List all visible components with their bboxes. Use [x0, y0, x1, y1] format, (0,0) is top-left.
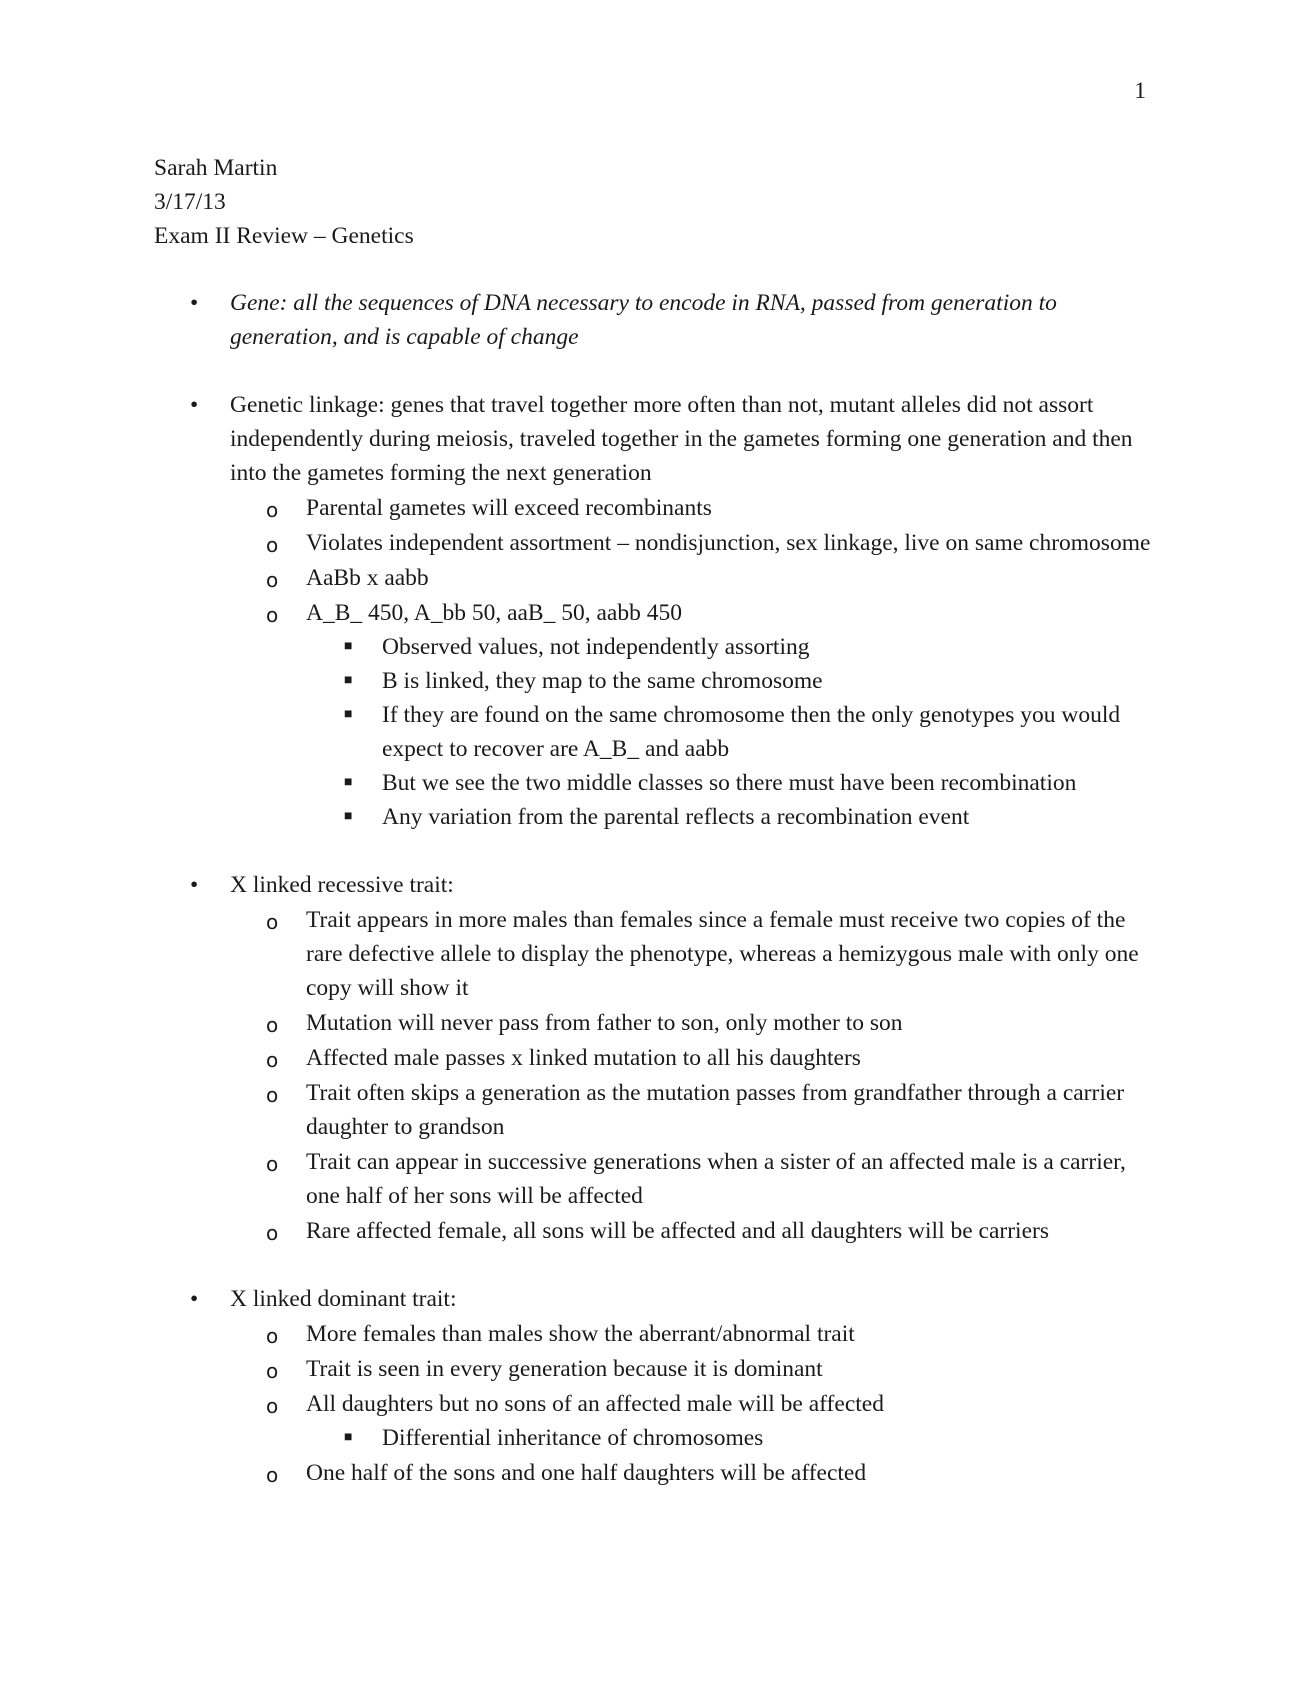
list-item-text: Violates independent assortment – nondisjunction, sex linkage, live on same chromosome — [306, 530, 1151, 556]
list-item-text: One half of the sons and one half daughters will be affected — [306, 1460, 867, 1486]
outline-section — [154, 1282, 1154, 1490]
bullet-dot-icon: • — [190, 392, 199, 418]
sub-list — [230, 491, 1154, 834]
list-item-text: Mutation will never pass from father to son, only mother to son — [306, 1010, 903, 1036]
list-item-text: Trait often skips a generation as the mutation passes from grandfather through a carrier daughter to grandson — [306, 1080, 1125, 1140]
sub-list-item — [306, 664, 1154, 698]
bullet-circle-icon: o — [266, 1083, 279, 1107]
outline-list — [154, 286, 1154, 1490]
bullet-circle-icon: o — [266, 568, 279, 592]
page-number: 1 — [1134, 78, 1146, 104]
list-item — [230, 903, 1154, 1005]
sub-list-item — [306, 630, 1154, 664]
list-item-text: Trait can appear in successive generations when a sister of an affected male is a carrier, one half of her sons will be affected — [306, 1149, 1126, 1209]
bullet-circle-icon: o — [266, 1394, 279, 1418]
list-item — [230, 561, 1154, 595]
list-item — [230, 1076, 1154, 1144]
sub-list-item — [306, 1421, 1154, 1455]
sub-list-item-text: But we see the two middle classes so there must have been recombination — [382, 770, 1077, 796]
list-item-text: More females than males show the aberrant/abnormal trait — [306, 1321, 855, 1347]
list-item — [230, 1041, 1154, 1075]
sub-list-item-text: Observed values, not independently assorting — [382, 634, 810, 660]
sub-list-item-text: Any variation from the parental reflects a recombination event — [382, 804, 970, 830]
list-item-text: Parental gametes will exceed recombinants — [306, 495, 712, 521]
list-item — [230, 1456, 1154, 1490]
list-item — [230, 491, 1154, 525]
outline-section — [154, 388, 1154, 834]
outline-section — [154, 868, 1154, 1248]
bullet-circle-icon: o — [266, 1221, 279, 1245]
bullet-square-icon: ■ — [344, 775, 353, 790]
bullet-circle-icon: o — [266, 498, 279, 522]
list-item-text: Affected male passes x linked mutation to all his daughters — [306, 1045, 861, 1071]
list-item-text: All daughters but no sons of an affected male will be affected — [306, 1391, 884, 1417]
bullet-circle-icon: o — [266, 533, 279, 557]
sub-list — [230, 1317, 1154, 1490]
bullet-square-icon: ■ — [344, 639, 353, 654]
list-item — [230, 1006, 1154, 1040]
bullet-square-icon: ■ — [344, 673, 353, 688]
list-item — [230, 1387, 1154, 1455]
list-item — [230, 596, 1154, 834]
sub-sub-list — [306, 630, 1154, 834]
sub-list-item — [306, 800, 1154, 834]
list-item — [230, 1352, 1154, 1386]
list-item-text: Trait is seen in every generation because it is dominant — [306, 1356, 823, 1382]
sub-list-item-text: Differential inheritance of chromosomes — [382, 1425, 764, 1451]
sub-list-item — [306, 698, 1154, 766]
bullet-dot-icon: • — [190, 872, 199, 898]
bullet-circle-icon: o — [266, 910, 279, 934]
list-item — [230, 526, 1154, 560]
bullet-circle-icon: o — [266, 1152, 279, 1176]
author-name: Sarah Martin — [154, 155, 278, 181]
bullet-circle-icon: o — [266, 1013, 279, 1037]
section-heading: Gene: all the sequences of DNA necessary to encode in RNA, passed from generation to generation, and is capable of change — [230, 290, 1057, 350]
sub-list-item — [306, 766, 1154, 800]
list-item — [230, 1317, 1154, 1351]
bullet-dot-icon: • — [190, 1286, 199, 1312]
section-heading: X linked recessive trait: — [230, 872, 454, 898]
section-heading: Genetic linkage: genes that travel together more often than not, mutant alleles did not assort independently during meiosis, traveled together in the gametes forming one generation and then into the gametes forming the next generation — [230, 392, 1133, 486]
list-item — [230, 1214, 1154, 1248]
outline-section — [154, 286, 1154, 354]
document-title: Exam II Review – Genetics — [154, 223, 414, 249]
sub-list-item-text: B is linked, they map to the same chromosome — [382, 668, 823, 694]
bullet-circle-icon: o — [266, 1463, 279, 1487]
list-item-text: AaBb x aabb — [306, 565, 429, 591]
bullet-circle-icon: o — [266, 1048, 279, 1072]
sub-list-item-text: If they are found on the same chromosome then the only genotypes you would expect to recover are A_B_ and aabb — [382, 702, 1121, 762]
notes-body — [154, 286, 1154, 1490]
list-item-text: Trait appears in more males than females since a female must receive two copies of the rare defective allele to display the phenotype, whereas a hemizygous male with only one copy will show it — [306, 907, 1139, 1001]
sub-list — [230, 903, 1154, 1248]
bullet-square-icon: ■ — [344, 809, 353, 824]
bullet-circle-icon: o — [266, 1359, 279, 1383]
sub-sub-list — [306, 1421, 1154, 1455]
bullet-square-icon: ■ — [344, 707, 353, 722]
bullet-dot-icon: • — [190, 290, 199, 316]
document-header — [154, 151, 414, 253]
document-date: 3/17/13 — [154, 189, 226, 215]
list-item-text: Rare affected female, all sons will be affected and all daughters will be carriers — [306, 1218, 1049, 1244]
bullet-square-icon: ■ — [344, 1430, 353, 1445]
section-heading: X linked dominant trait: — [230, 1286, 457, 1312]
bullet-circle-icon: o — [266, 1324, 279, 1348]
list-item — [230, 1145, 1154, 1213]
bullet-circle-icon: o — [266, 603, 279, 627]
list-item-text: A_B_ 450, A_bb 50, aaB_ 50, aabb 450 — [306, 600, 682, 626]
